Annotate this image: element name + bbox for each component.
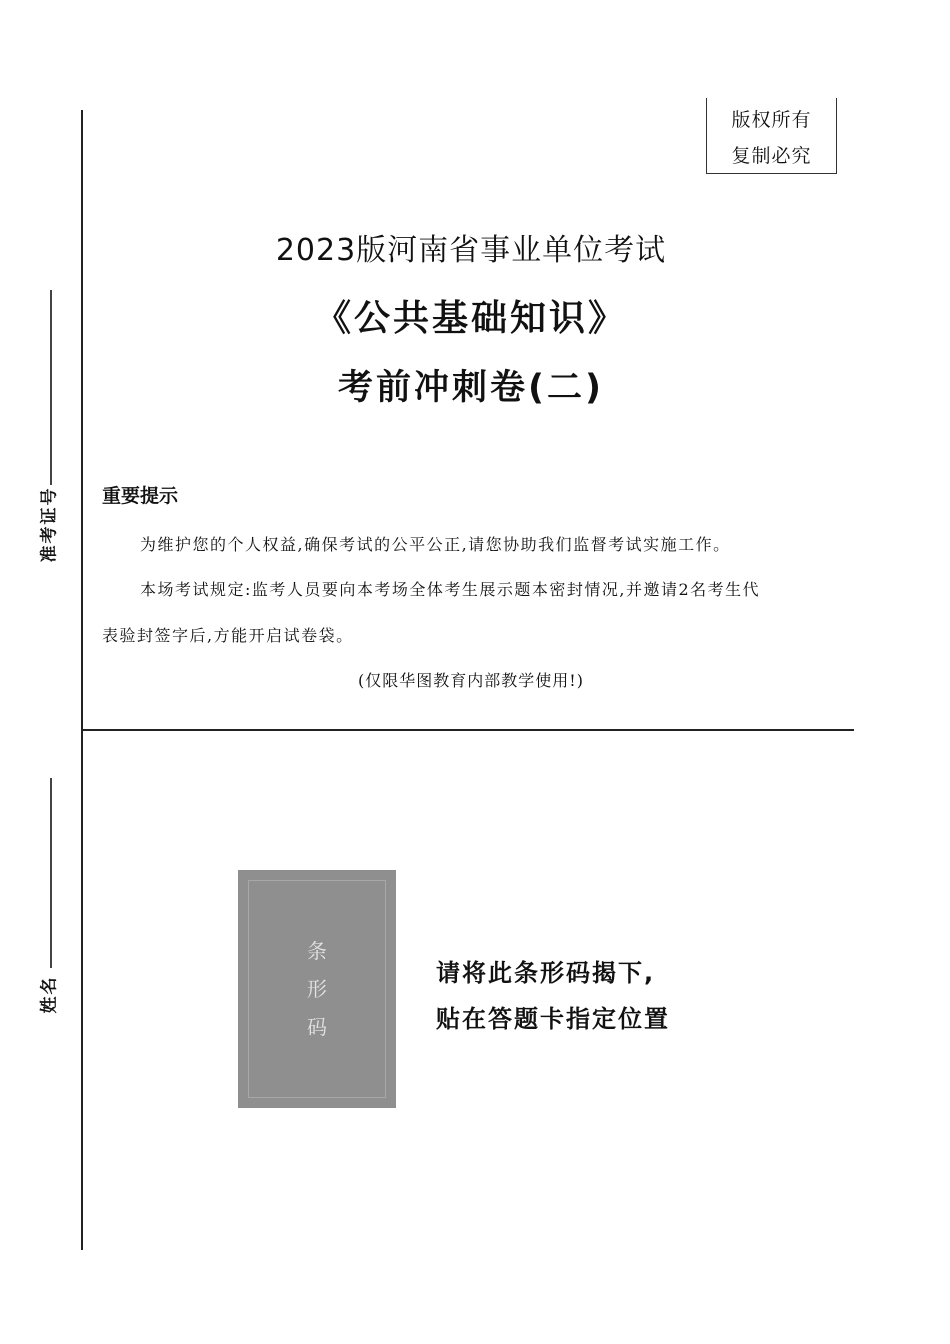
- barcode-char: 码: [307, 1015, 327, 1039]
- barcode-char: 形: [307, 977, 327, 1001]
- name-write-line: [50, 778, 52, 968]
- copyright-line-1: 版权所有: [731, 109, 812, 131]
- subject-title: 《公共基础知识》: [314, 298, 627, 339]
- notice-paragraph-2-line-2: 表验封签字后,方能开启试卷袋。: [102, 626, 354, 645]
- internal-use-note: (仅限华图教育内部教学使用!): [358, 671, 584, 690]
- exam-title: 2023版河南省事业单位考试: [275, 233, 667, 268]
- instruction-line-1: 请将此条形码揭下,: [436, 959, 656, 987]
- copyright-box: [706, 98, 837, 174]
- exam-id-label: 准考证号: [39, 486, 60, 563]
- copyright-line-2: 复制必究: [731, 145, 812, 167]
- barcode-label: [238, 932, 396, 1046]
- notice-paragraph-2-line-1: 本场考试规定:监考人员要向本考场全体考生展示题本密封情况,并邀请2名考生代: [140, 580, 761, 599]
- instruction-line-2: 贴在答题卡指定位置: [436, 1005, 670, 1033]
- paper-title: 考前冲刺卷(二): [338, 368, 604, 408]
- section-divider: [81, 729, 854, 731]
- barcode-sticker[interactable]: [238, 870, 396, 1108]
- notice-paragraph-1: 为维护您的个人权益,确保考试的公平公正,请您协助我们监督考试实施工作。: [140, 535, 731, 554]
- barcode-char: 条: [307, 939, 327, 963]
- name-label: 姓名: [39, 975, 60, 1014]
- notice-heading: 重要提示: [102, 485, 179, 507]
- barcode-instruction: [436, 950, 670, 1042]
